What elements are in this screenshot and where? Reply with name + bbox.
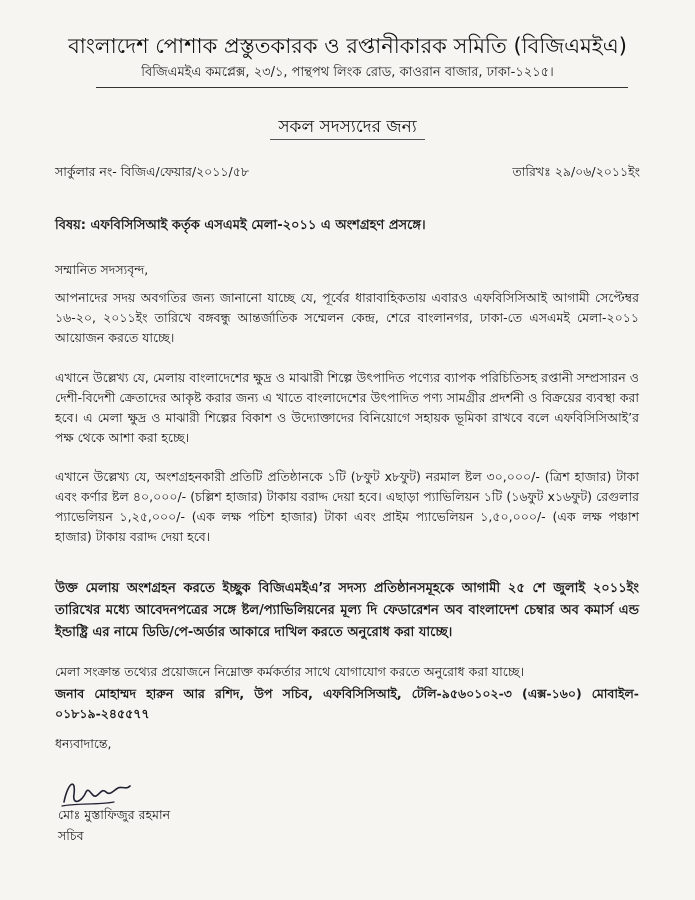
salutation: সম্মানিত সদস্যবৃন্দ, [55, 262, 149, 277]
letterhead-divider [96, 87, 628, 88]
contact-detail: জনাব মোহাম্মদ হারুন আর রশিদ, উপ সচিব, এফবিসিসিআই, টেলি-৯৫৬০১০২-৩ (এক্স-১৬০) মোবাইল- ০১৮১৯-২৪৫৫৭৭ [55, 686, 639, 721]
body-paragraph-bold: উক্ত মেলায় অংশগ্রহন করতে ইচ্ছুক বিজিএমইএ’র সদস্য প্রতিষ্ঠানসমূহকে আগামী ২৫ শে জুলাই ২০১১ইং তারিখের মধ্যে আবেদনপত্রের সঙ্গে ষ্টল/প্যাভিলিয়নের মূল্য দি ফেডারেশন অব বাংলাদেশ চেম্বার অব কমার্স এন্ড ইন্ডাষ্ট্রি এর নামে ডিডি/পে-অর্ডার আকারে দাখিল করতে অনুরোধ করা যাচ্ছে। [55, 581, 639, 640]
letter-heading: সকল সদস্যদের জন্য [278, 117, 417, 137]
body-paragraph: আপনাদের সদয় অবগতির জন্য জানানো যাচ্ছে যে, পূর্বের ধারাবাহিকতায় এবারও এফবিসিসিআই আগামী সেপ্টেম্বর ১৬-২০, ২০১১ইং তারিখে বঙ্গবন্ধু আন্তর্জাতিক সম্মেলন কেন্দ্র, শেরে বাংলানগর, ঢাকা-তে এসএমই মেলা-২০১১ আয়োজন করতে যাচ্ছে। [55, 290, 639, 345]
signatory-title: সচিব [58, 828, 84, 843]
organization-name: বাংলাদেশ পোশাক প্রস্তুতকারক ও রপ্তানীকারক সমিতি (বিজিএমইএ) [68, 34, 627, 58]
organization-address: বিজিএমইএ কমপ্লেক্স, ২৩/১, পান্থপথ লিংক রোড, কাওরান বাজার, ঢাকা-১২১৫। [141, 65, 554, 80]
heading-underline [270, 139, 425, 140]
subject-line: বিষয়: এফবিসিসিআই কর্তৃক এসএমই মেলা-২০১১ এ অংশগ্রহণ প্রসঙ্গে। [55, 218, 426, 233]
closing: ধন্যবাদান্তে, [55, 736, 112, 751]
body-paragraph: এখানে উল্লেখ্য যে, মেলায় বাংলাদেশের ক্ষুদ্র ও মাঝারী শিল্পে উৎপাদিত পণ্যের ব্যাপক পরিচিতিসহ রপ্তানী সম্প্রসারন ও দেশী-বিদেশী ক্রেতাদের আকৃষ্ট করার জন্য এ খাতে বাংলাদেশের উৎপাদিত পণ্য সামগ্রীর প্রদর্শনী ও বিক্রয়ের ব্যবস্থা করা হবে। এ মেলা ক্ষুদ্র ও মাঝারী শিল্পের বিকাশ ও উদ্যোক্তাদের বিনিয়োগে সহায়ক ভূমিকা রাখবে বলে এফবিসিসিআই’র পক্ষ থেকে আশা করা হচ্ছে। [55, 370, 639, 445]
body-paragraph: এখানে উল্লেখ্য যে, অংশগ্রহনকারী প্রতিটি প্রতিষ্ঠানকে ১টি (৮ফুট x৮ফুট) নরমাল ষ্টল ৩০,০০০/- (ত্রিশ হাজার) টাকা এবং কর্ণার ষ্টল ৪০,০০০/- (চল্লিশ হাজার) টাকায় বরাদ্দ দেয়া হবে। এছাড়া প্যাভিলিয়ন ১টি (১৬ফুট x১৬ফুট) রেগুলার প্যাভেলিয়ন ১,২৫,০০০/- (এক লক্ষ পচিশ হাজার) টাকা এবং প্রাইম প্যাভেলিয়ন ১,৫০,০০০/- (এক লক্ষ পঞ্চাশ হাজার) টাকায় বরাদ্দ দেয়া হবে। [55, 469, 639, 544]
circular-number: সার্কুলার নং- বিজিএ/ফেয়ার/২০১১/৫৮ [55, 164, 249, 179]
letter-date: তারিখঃ ২৯/০৬/২০১১ইং [512, 164, 640, 179]
signatory-name: মোঃ মুস্তাফিজুর রহমান [58, 807, 171, 822]
signature [58, 772, 138, 812]
contact-intro: মেলা সংক্রান্ত তথ্যের প্রয়োজনে নিম্নোক্ত কর্মকর্তার সাথে যোগাযোগ করতে অনুরোধ করা যাচ্ছে। [55, 664, 525, 679]
